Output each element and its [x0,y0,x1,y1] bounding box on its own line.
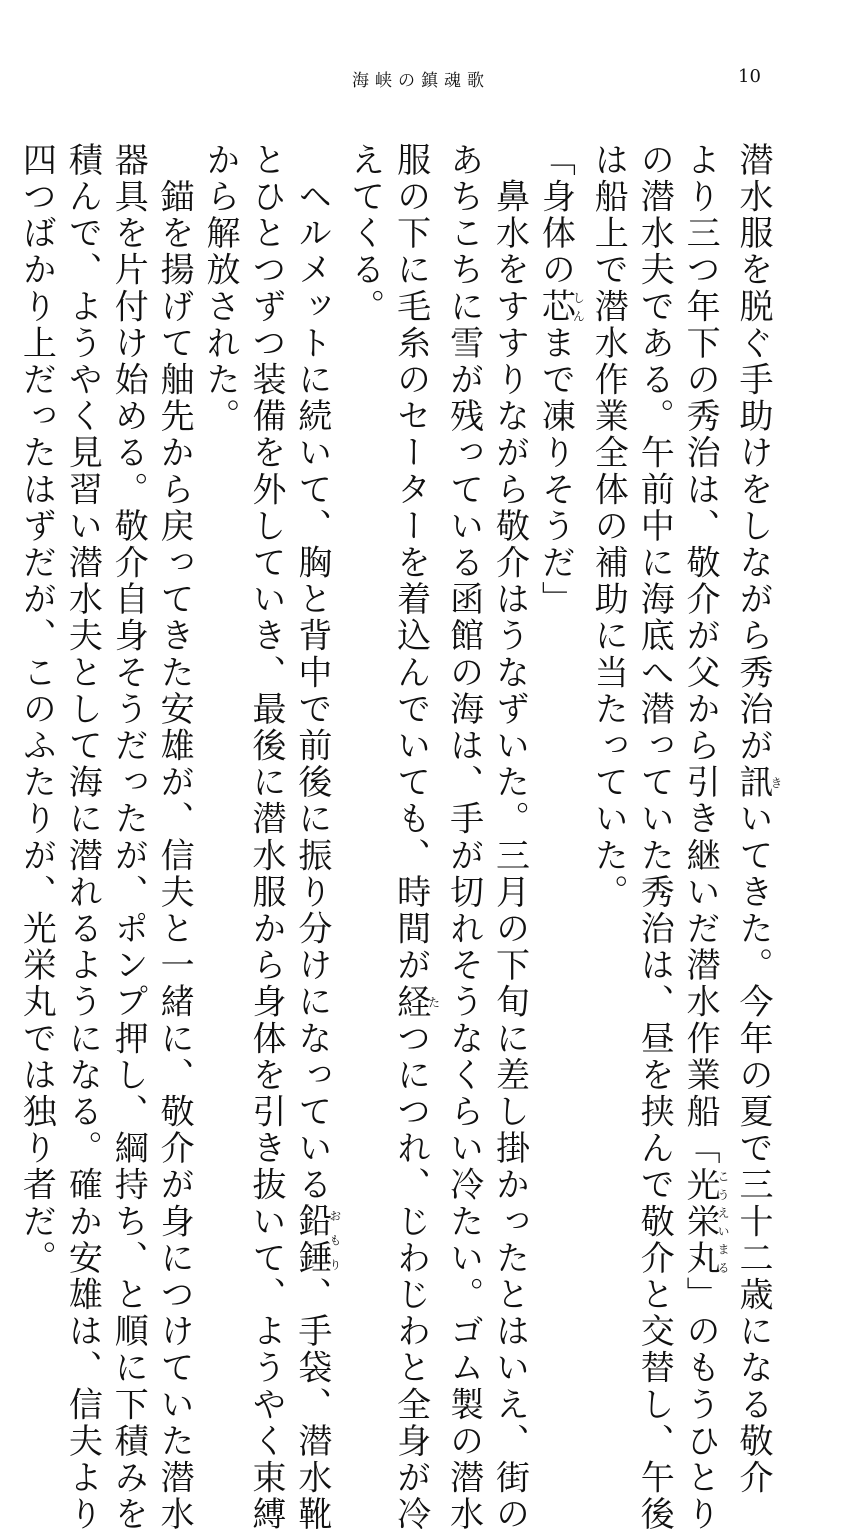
text-line [630,142,676,1533]
text-line [242,142,288,1533]
text-line [13,142,59,1277]
text-segment: ヘルメットに続いて、胸と背中で前後に振り分けになっている [291,142,332,1204]
ruby-annotation [733,764,783,801]
ruby-base: 訊 [733,764,773,801]
text-line [58,142,104,1533]
ruby-base: 芯 [535,288,576,326]
text-line [531,142,584,1144]
ruby-annotation [291,1203,342,1277]
ruby-base: 光栄丸 [680,1166,721,1277]
ruby-annotation [390,983,441,1021]
text-segment: 器具を片付け始める。敬介自身そうだったが、ポンプ押し、綱持ち、と順に下積みを [108,142,149,1533]
text-line [150,142,196,1533]
text-segment: 」のもうひとり [680,1276,721,1533]
ruby-reading: き [769,764,783,801]
text-segment: とひとつずつ装備を外していき、最後に潜水服から身体を引き抜いて、ようやく束縛 [245,142,286,1533]
text-line [676,142,731,1533]
text-segment: から解放された。 [200,142,241,435]
text-segment: えてくる。 [344,142,385,325]
text-segment: 積んで、ようやく見習い潜水夫として海に潜れるようになる。確か安雄は、信夫より [62,142,103,1533]
text-segment: は船上で潜水作業全体の補助に当たっていた。 [588,142,629,911]
running-header [0,64,841,94]
ruby-reading: しん [571,288,586,325]
text-line [729,142,783,1497]
text-segment: いてきた。今年の夏で三十二歳になる敬介 [733,800,773,1497]
running-title: 海峡の鎮魂歌 [352,71,490,91]
text-segment: の潜水夫である。午前中に海底へ潜っていた秀治は、昼を挟んで敬介と交替し、午後 [634,142,675,1533]
text-segment: 「身体の [535,142,576,289]
text-line [104,142,150,1533]
text-segment: つにつれ、じわじわと全身が冷 [390,1020,431,1533]
ruby-annotation [680,1166,731,1277]
ruby-base: 鉛錘 [291,1203,332,1277]
body-text [13,142,783,1533]
text-segment: 潜水服を脱ぐ手助けをしながら秀治が [733,142,773,765]
text-segment: 、手袋、潜水靴 [291,1276,332,1533]
text-line [584,142,630,1144]
text-line [486,142,532,1533]
text-segment: 錨を揚げて舳先から戻ってきた安雄が、信夫と一緒に、敬介が身につけていた潜水 [154,142,195,1533]
text-line [440,142,486,1533]
text-line [341,142,387,1144]
text-segment: 服の下に毛糸のセーターを着込んでいても、時間が [390,142,431,984]
text-segment: あちこちに雪が残っている函館の海は、手が切れそうなくらい冷たい。ゴム製の潜水 [443,142,484,1533]
text-line [196,142,242,1144]
text-segment: 四つばかり上だったはずだが、このふたりが、光栄丸では独り者だ。 [16,142,57,1277]
text-segment: より三つ年下の秀治は、敬介が父から引き継いだ潜水作業船「 [680,142,721,1167]
ruby-base: 経 [390,983,431,1021]
ruby-annotation [535,288,586,326]
text-segment: 鼻水をすすりながら敬介はうなずいた。三月の下旬に差し掛かったとはいえ、街の [489,142,530,1533]
ruby-reading: こうえいまる [716,1166,731,1277]
text-line [387,142,441,1533]
text-line [288,142,342,1533]
ruby-reading: た [426,983,441,1021]
text-segment: まで凍りそうだ」 [535,325,576,618]
ruby-reading: おもり [327,1203,342,1277]
page-number: 10 [738,66,761,87]
